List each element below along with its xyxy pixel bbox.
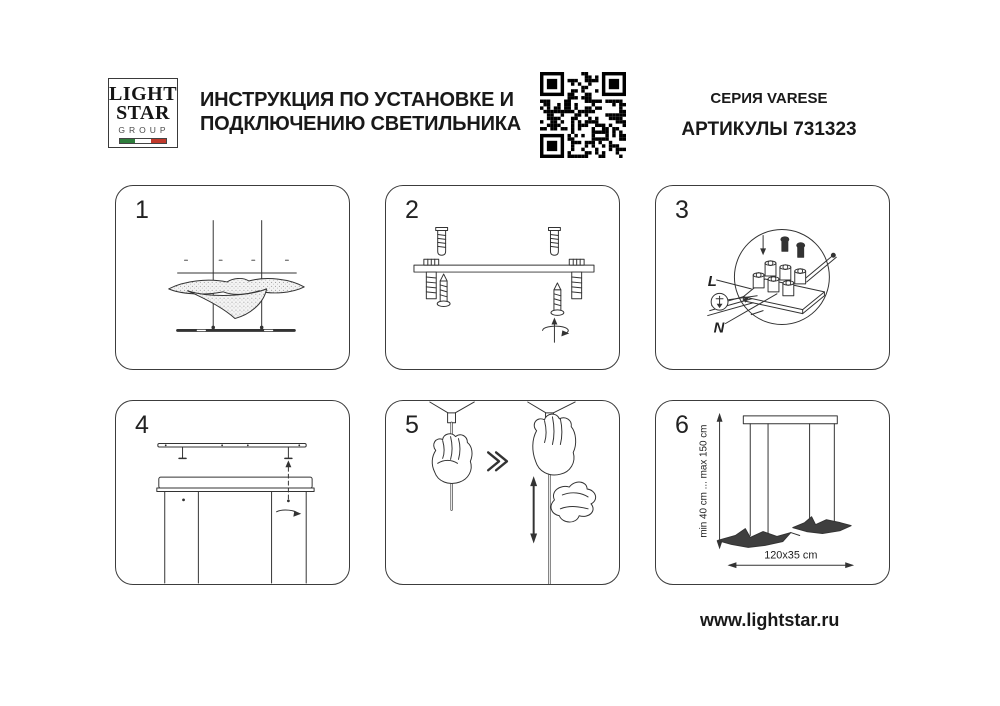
- page-title: [200, 88, 540, 136]
- flag-green: [120, 139, 135, 143]
- lightstar-logo: [108, 78, 178, 148]
- step-2-illustration: [386, 186, 619, 369]
- panel-number: 2: [405, 196, 419, 224]
- logo-group: GROUP: [118, 125, 170, 135]
- step-panel-5: [385, 400, 620, 585]
- terminal-label-live: L: [707, 273, 717, 290]
- page-title-line1: ИНСТРУКЦИЯ ПО УСТАНОВКЕ И: [200, 89, 514, 111]
- panel-number: 5: [405, 411, 419, 439]
- series-block: [655, 90, 883, 141]
- logo-light: LIGHT: [109, 83, 178, 105]
- step-5-illustration: [386, 401, 619, 584]
- articles-label: АРТИКУЛЫ 731323: [681, 119, 857, 140]
- ground-symbol-icon: [711, 293, 728, 310]
- flag-white: [135, 139, 150, 143]
- series-label: СЕРИЯ VARESE: [710, 90, 828, 107]
- step-6-illustration: [656, 401, 889, 584]
- step-4-illustration: [116, 401, 349, 584]
- italian-flag-icon: [119, 138, 167, 144]
- terminal-label-neutral: N: [713, 320, 725, 337]
- height-dimension-label: min 40 cm ... max 150 cm: [698, 424, 710, 538]
- step-3-illustration: [656, 186, 889, 369]
- width-dimension-label: 120x35 cm: [764, 549, 818, 562]
- page-title-line2: ПОДКЛЮЧЕНИЮ СВЕТИЛЬНИКА: [200, 113, 522, 135]
- step-panel-3: [655, 185, 890, 370]
- step-panel-2: [385, 185, 620, 370]
- panel-number: 3: [675, 196, 689, 224]
- panel-number: 6: [675, 411, 689, 439]
- logo-star: STAR: [116, 102, 170, 124]
- panel-number: 4: [135, 411, 149, 439]
- step-panel-1: [115, 185, 350, 370]
- step-panel-4: [115, 400, 350, 585]
- website-url: www.lightstar.ru: [700, 610, 840, 630]
- step-panel-6: [655, 400, 890, 585]
- flag-red: [151, 139, 166, 143]
- step-1-illustration: [116, 186, 349, 369]
- qr-code: [540, 72, 626, 158]
- panel-number: 1: [135, 196, 149, 224]
